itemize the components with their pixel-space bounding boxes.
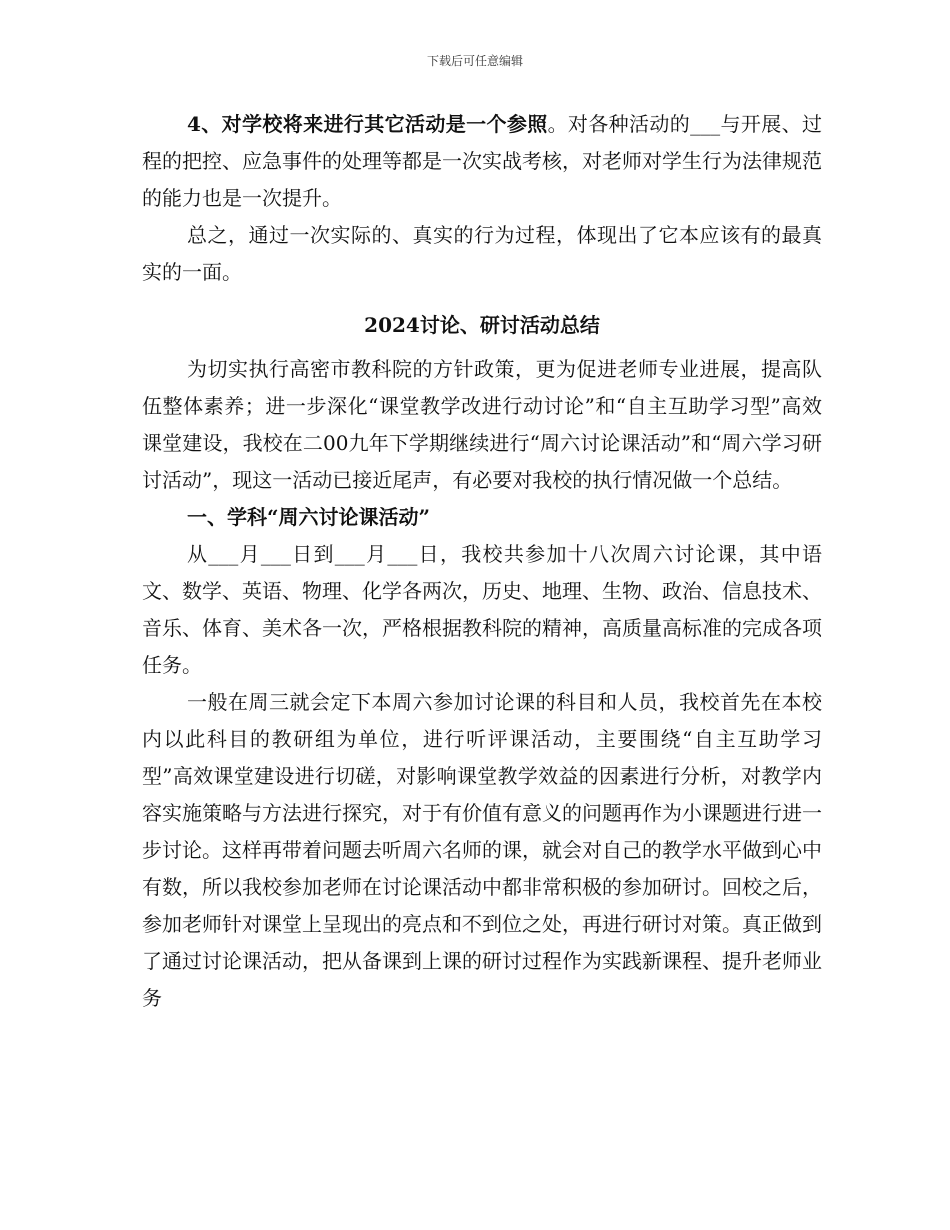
paragraph-section1-1: 从___月___日到___月___日，我校共参加十八次周六讨论课，其中语文、数学、英语、物理、化学各两次，历史、地理、生物、政治、信息技术、音乐、体育、美术各一次，严格根据教科院的精神，高质量高标准的完成各项任务。 [142, 542, 822, 677]
point-4-bold-lead: 4、对学校将来进行其它活动是一个参照 [187, 112, 548, 136]
document-title: 2024讨论、研讨活动总结 [364, 313, 600, 337]
section-heading-1: 一、学科“周六讨论课活动” [187, 505, 431, 529]
page-header: 下载后可任意编辑 [426, 54, 523, 68]
document-body [142, 106, 822, 1017]
paragraph-intro: 为切实执行高密市教科院的方针政策，更为促进老师专业进展，提高队伍整体素养；进一步深化“课堂教学改进行动讨论”和“自主互助学习型”高效课堂建设，我校在二00九年下学期继续进行“周六讨论课活动”和“周六学习研讨活动”，现这一活动已接近尾声，有必要对我校的执行情况做一个总结。 [142, 357, 822, 492]
paragraph-section1-2: 一般在周三就会定下本周六参加讨论课的科目和人员，我校首先在本校内以此科目的教研组为单位，进行听评课活动，主要围绕“自主互助学习型”高效课堂建设进行切磋，对影响课堂教学效益的因素进行分析，对教学内容实施策略与方法进行探究，对于有价值有意义的问题再作为小课题进行进一步讨论。这样再带着问题去听周六名师的课，就会对自己的教学水平做到心中有数，所以我校参加老师在讨论课活动中都非常积极的参加研讨。回校之后，参加老师针对课堂上呈现出的亮点和不到位之处，再进行研讨对策。真正做到了通过讨论课活动，把从备课到上课的研讨过程作为实践新课程、提升老师业务 [142, 690, 822, 1010]
paragraph-point-4 [142, 106, 822, 217]
paragraph-conclusion: 总之，通过一次实际的、真实的行为过程，体现出了它本应该有的最真实的一面。 [142, 223, 822, 284]
point-4-text: 。对各种活动的___与开展、过程的把控、应急事件的处理等都是一次实战考核，对老师对学生行为法律规范的能力也是一次提升。 [142, 112, 822, 210]
